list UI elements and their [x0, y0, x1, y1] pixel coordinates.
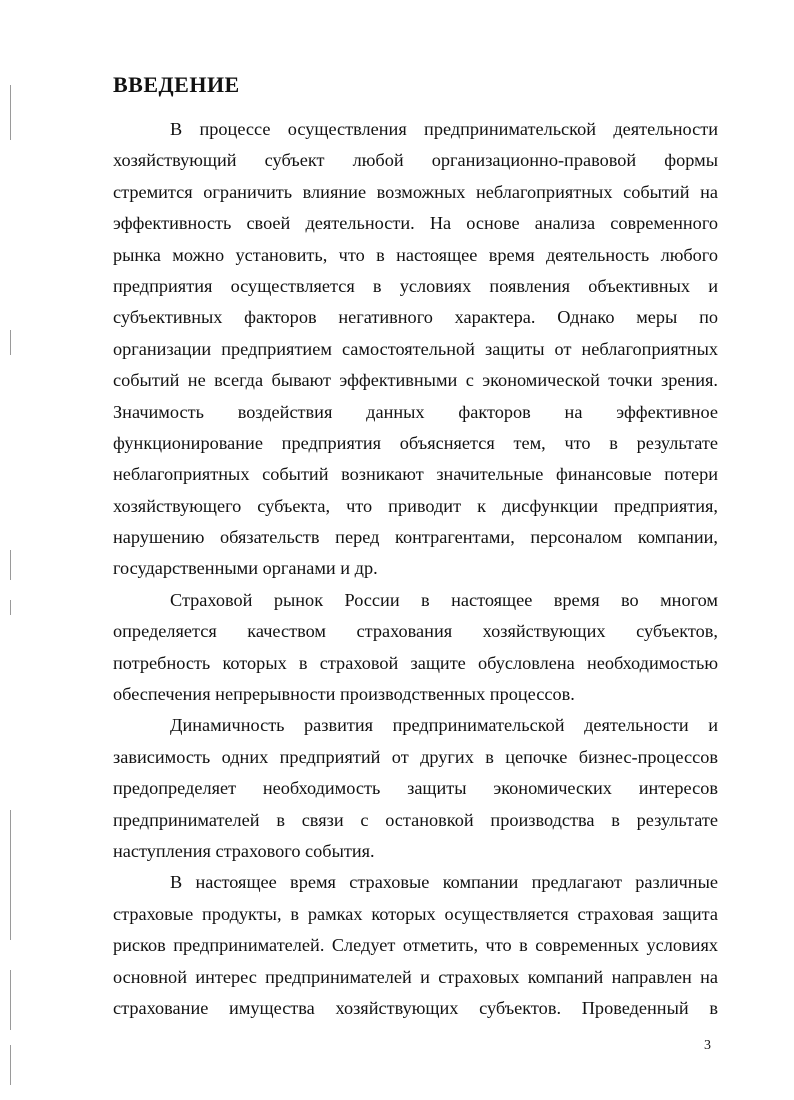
- text-line: нарушению обязательств перед контрагентами, персоналом компании,: [113, 527, 718, 548]
- text-line: рисков предпринимателей. Следует отметить, что в современных условиях: [113, 935, 718, 956]
- body-text: [113, 114, 718, 1024]
- text-line: организации предприятием самостоятельной защиты от неблагоприятных: [113, 338, 718, 359]
- text-line: предприятия осуществляется в условиях появления объективных и: [113, 275, 718, 296]
- text-line: страховые продукты, в рамках которых осуществляется страховая защита: [113, 903, 718, 924]
- text-line: В процессе осуществления предпринимательской деятельности: [170, 119, 718, 139]
- text-line: стремится ограничить влияние возможных неблагоприятных событий на: [113, 181, 718, 202]
- text-line: Динамичность развития предпринимательской деятельности и: [170, 715, 718, 736]
- scan-artifact: [10, 970, 11, 1030]
- text-line: рынка можно установить, что в настоящее время деятельность любого: [113, 244, 718, 265]
- scan-artifact: [10, 810, 11, 940]
- scan-artifact: [10, 550, 11, 580]
- page-title: ВВЕДЕНИЕ: [113, 72, 240, 97]
- text-line: хозяйствующего субъекта, что приводит к дисфункции предприятия,: [113, 495, 718, 516]
- text-line: субъективных факторов негативного характера. Однако меры по: [113, 307, 718, 328]
- text-line: страхование имущества хозяйствующих субъектов. Проведенный в: [113, 997, 718, 1018]
- text-line: хозяйствующий субъект любой организационно-правовой формы: [113, 150, 718, 171]
- text-line: функционирование предприятия объясняется тем, что в результате: [113, 432, 718, 453]
- text-line: предопределяет необходимость защиты экономических интересов: [113, 778, 718, 799]
- text-line: Значимость воздействия данных факторов на эффективное: [113, 401, 718, 422]
- text-line: неблагоприятных событий возникают значительные финансовые потери: [113, 464, 718, 485]
- text-line: эффективность своей деятельности. На основе анализа современного: [113, 213, 718, 234]
- scan-artifact: [10, 330, 11, 355]
- text-line: предпринимателей в связи с остановкой производства в результате: [113, 809, 718, 830]
- scan-artifact: [10, 1045, 11, 1085]
- page-number: 3: [704, 1038, 711, 1053]
- text-line: определяется качеством страхования хозяйствующих субъектов,: [113, 621, 718, 642]
- scan-artifact: [10, 85, 11, 140]
- scan-artifact: [10, 600, 11, 615]
- text-line: обеспечения непрерывности производственных процессов.: [113, 684, 575, 705]
- text-line: событий не всегда бывают эффективными с экономической точки зрения.: [113, 370, 718, 391]
- text-line: В настоящее время страховые компании предлагают различные: [170, 872, 718, 893]
- text-line: государственными органами и др.: [113, 558, 378, 579]
- text-line: потребность которых в страховой защите обусловлена необходимостью: [113, 652, 718, 673]
- text-line: наступления страхового события.: [113, 840, 375, 861]
- text-line: Страховой рынок России в настоящее время во многом: [170, 589, 718, 610]
- text-line: основной интерес предпринимателей и страховых компаний направлен на: [113, 966, 718, 987]
- text-line: зависимость одних предприятий от других в цепочке бизнес-процессов: [113, 746, 718, 767]
